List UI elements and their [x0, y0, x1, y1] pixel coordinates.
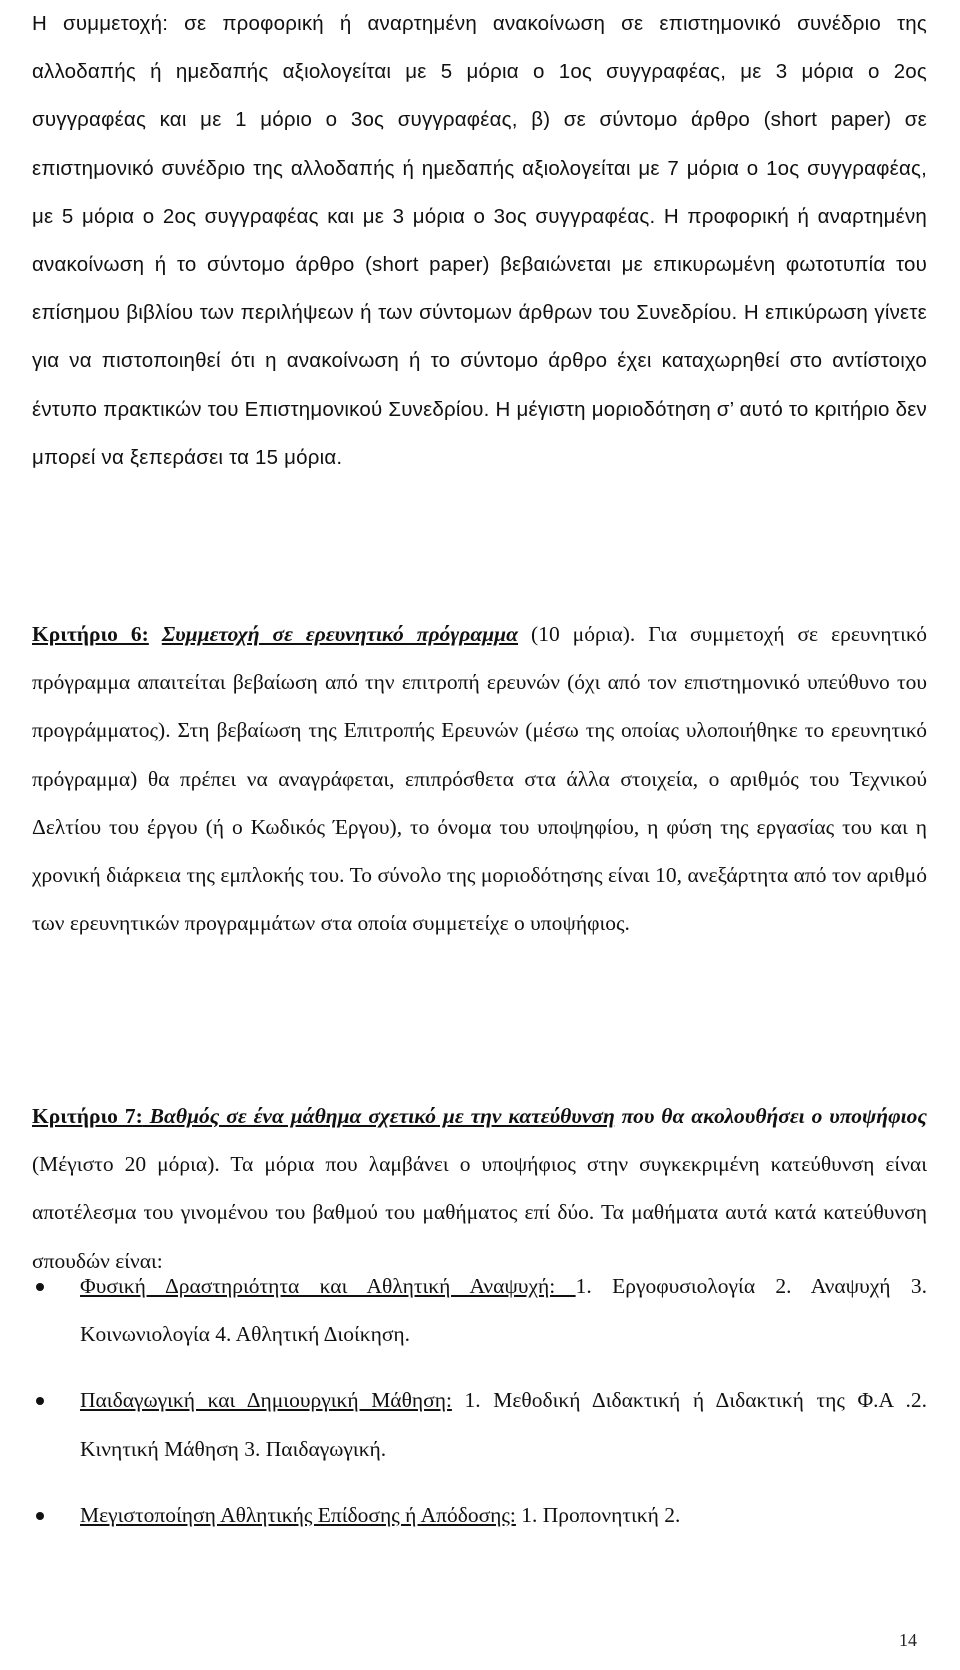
list-item — [32, 1491, 927, 1539]
bullet-icon — [36, 1512, 44, 1520]
paragraph-conference-presentations — [32, 0, 927, 482]
criterion-7-section — [32, 1092, 927, 1285]
list-item-heading: Παιδαγωγική και Δημιουργική Μάθηση: — [80, 1388, 452, 1413]
criterion-7-points: (Μέγιστο 20 μόρια). — [32, 1152, 220, 1177]
bullet-icon — [36, 1397, 44, 1405]
criterion-7-label: Κριτήριο 7: — [32, 1104, 143, 1128]
list-item-heading: Μεγιστοποίηση Αθλητικής Επίδοσης ή Απόδοσης: — [80, 1502, 516, 1527]
document-page — [32, 0, 927, 1670]
list-item — [32, 1376, 927, 1472]
criterion-6-title: Συμμετοχή σε ερευνητικό πρόγραμμα — [161, 622, 519, 646]
criterion-7-body: Τα μόρια που λαμβάνει ο υποψήφιος στην συγκεκριμένη κατεύθυνση είναι αποτέλεσμα του γινομένου του βαθμού του μαθήματος επί δύο. Τα μαθήματα αυτά κατά κατεύθυνση σπουδών είναι: — [32, 1152, 927, 1273]
list-item-heading: Φυσική Δραστηριότητα και Αθλητική Αναψυχή: — [80, 1274, 576, 1298]
criterion-7-title-rest: που θα ακολουθήσει ο υποψήφιος — [614, 1104, 927, 1128]
criterion-6-points: (10 μόρια). — [518, 622, 636, 646]
page-number: 14 — [899, 1630, 917, 1650]
paragraph1-text: Η συμμετοχή: σε προφορική ή αναρτημένη ανακοίνωση σε επιστημονικό συνέδριο της αλλοδαπής ή ημεδαπής αξιολογείται με 5 μόρια ο 1ος συγγραφέας, με 3 μόρια ο 2ος συγγραφέας και με 1 μόριο ο 3ος συγγραφέας, β) σε σύντομο άρθρο (short paper) σε επιστημονικό συνέδριο της αλλοδαπής ή ημεδαπής αξιολογείται με 7 μόρια ο 1ος συγγραφέας, με 5 μόρια ο 2ος συγγραφέας και με 3 μόρια ο 3ος συγγραφέας. Η προφορική ή αναρτημένη ανακοίνωση ή το σύντομο άρθρο (short paper) βεβαιώνεται με επικυρωμένη φωτοτυπία του επίσημου βιβλίου των περιλήψεων ή των σύντομων άρθρων του Συνεδρίου. Η επικύρωση γίνετε για να πιστοποιηθεί ότι η ανακοίνωση ή το σύντομο άρθρο έχει καταχωρηθεί στο αντίστοιχο έντυπο πρακτικών του Επιστημονικού Συνεδρίου. Η μέγιστη μοριοδότηση σ’ αυτό το κριτήριο δεν μπορεί να ξεπεράσει τα 15 μόρια. — [32, 12, 927, 469]
criterion-6-body: Για συμμετοχή σε ερευνητικό πρόγραμμα απαιτείται βεβαίωση από την επιτροπή ερευνών (όχι από τον επιστημονικό υπεύθυνο του προγράμματος). Στη βεβαίωση της Επιτροπής Ερευνών (μέσω της οποίας υλοποιήθηκε το ερευνητικό πρόγραμμα) θα πρέπει να αναγράφεται, επιπρόσθετα στα άλλα στοιχεία, ο αριθμός του Τεχνικού Δελτίου του έργου (ή ο Κωδικός Έργου), το όνομα του υποψηφίου, η φύση της εργασίας του και η χρονική διάρκεια της εμπλοκής του. Το σύνολο της μοριοδότησης είναι 10, ανεξάρτητα από τον αριθμό των ερευνητικών προγραμμάτων στα οποία συμμετείχε ο υποψήφιος. — [32, 622, 928, 936]
bullet-icon — [36, 1283, 44, 1291]
criterion-6-label: Κριτήριο 6: — [32, 622, 149, 646]
list-item — [32, 1262, 927, 1358]
course-list — [32, 1262, 927, 1557]
criterion-7-title-underlined: Βαθμός σε ένα μάθημα σχετικό με την κατεύθυνση — [142, 1104, 615, 1128]
list-item-text: 1. Εργοφυσιολογία 2. Αναψυχή 3. Κοινωνιολογία 4. Αθλητική Διοίκηση. — [80, 1274, 927, 1347]
list-item-text: 1. Μεθοδική Διδακτική ή Διδακτική της Φ.Α .2. Κινητική Μάθηση 3. Παιδαγωγική. — [80, 1388, 927, 1461]
list-item-text: 1. Προπονητική 2. — [515, 1502, 681, 1527]
criterion-6-section — [32, 610, 927, 947]
